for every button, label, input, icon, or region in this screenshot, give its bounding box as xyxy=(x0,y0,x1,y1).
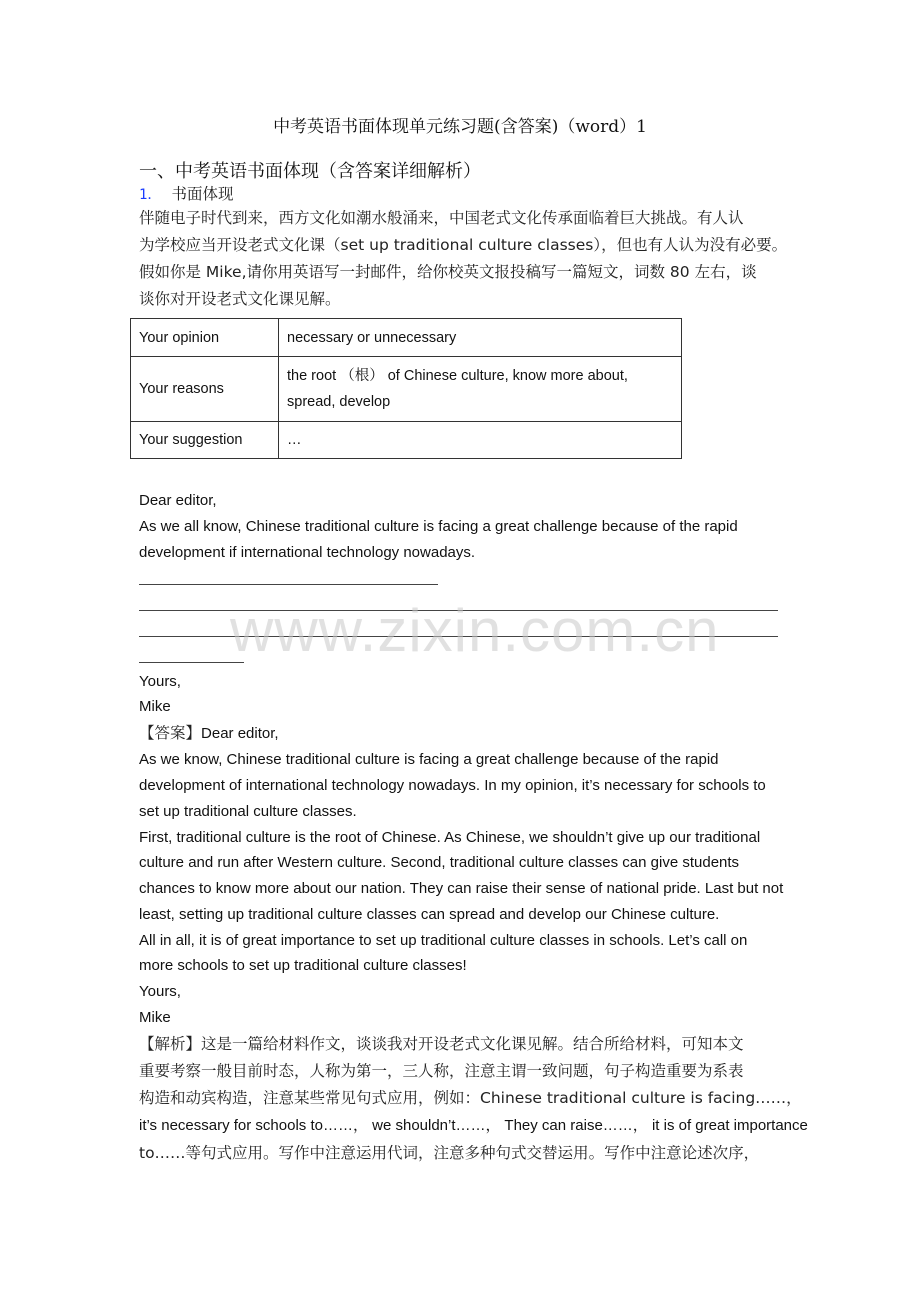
analysis-text: 这是一篇给材料作文，谈谈我对开设老式文化课见解。结合所给材料，可知本文 xyxy=(201,1035,744,1053)
question-number: 1． xyxy=(139,187,162,203)
table-value: … xyxy=(279,422,682,459)
letter-closing: Yours, xyxy=(139,673,181,690)
prompt-line: 为学校应当开设老式文化课（set up traditional culture classes），但也有人认为没有必要。 xyxy=(139,236,788,254)
table-key: Your reasons xyxy=(131,357,279,422)
answer-greeting: Dear editor, xyxy=(201,725,279,742)
prompt-line: 谈你对开设老式文化课见解。 xyxy=(139,290,341,308)
analysis-line xyxy=(139,1034,744,1054)
answer-signature: Mike xyxy=(139,1009,171,1026)
answer-line: least, setting up traditional culture classes can spread and develop our Chinese culture. xyxy=(139,906,720,923)
table-key: Your opinion xyxy=(131,319,279,357)
analysis-label: 【解析】 xyxy=(139,1035,202,1053)
analysis-line: to……等句式应用。写作中注意运用代词，注意多种句式交替运用。写作中注意论述次序， xyxy=(139,1144,760,1162)
answer-line: more schools to set up traditional culture classes! xyxy=(139,957,467,974)
letter-line: development if international technology nowadays. xyxy=(139,544,476,561)
table-row xyxy=(131,357,682,422)
answer-line: development of international technology nowadays. In my opinion, it’s necessary for schools to xyxy=(139,777,766,794)
writing-blank-line[interactable] xyxy=(139,610,778,611)
requirements-table xyxy=(130,318,682,459)
answer-header xyxy=(139,723,279,744)
writing-blank-line[interactable] xyxy=(139,636,778,637)
table-value-line: spread, develop xyxy=(287,394,391,410)
question-header xyxy=(139,182,233,204)
section-heading: 一、中考英语书面体现（含答案详细解析） xyxy=(139,161,481,182)
prompt-line: 假如你是 Mike,请你用英语写一封邮件，给你校英文报投稿写一篇短文，词数 80 左右，谈 xyxy=(139,263,757,281)
answer-line: All in all, it is of great importance to set up traditional culture classes in schools. Let’s call on xyxy=(139,932,748,949)
answer-closing: Yours, xyxy=(139,983,181,1000)
writing-blank-line[interactable] xyxy=(139,662,244,663)
letter-greeting: Dear editor, xyxy=(139,492,217,509)
answer-line: set up traditional culture classes. xyxy=(139,803,357,820)
answer-line: As we know, Chinese traditional culture is facing a great challenge because of the rapid xyxy=(139,751,719,768)
answer-line: culture and run after Western culture. Second, traditional culture classes can give students xyxy=(139,854,740,871)
analysis-line: 构造和动宾构造，注意某些常见句式应用，例如：Chinese traditional culture is facing……， xyxy=(139,1089,802,1107)
answer-line: chances to know more about our nation. They can raise their sense of national pride. Last but not xyxy=(139,880,784,897)
table-value-line: the root （根） of Chinese culture, know more about, xyxy=(287,368,628,384)
analysis-line: it’s necessary for schools to……， we shouldn’t……， They can raise……， it is of great importance xyxy=(139,1117,808,1134)
answer-label: 【答案】 xyxy=(139,724,202,742)
table-row xyxy=(131,319,682,357)
table-value xyxy=(279,357,682,422)
table-value: necessary or unnecessary xyxy=(279,319,682,357)
question-label: 书面体现 xyxy=(171,185,234,203)
prompt-line: 伴随电子时代到来，西方文化如潮水般涌来，中国老式文化传承面临着巨大挑战。有人认 xyxy=(139,209,744,227)
letter-line: As we all know, Chinese traditional culture is facing a great challenge because of the rapid xyxy=(139,518,738,535)
document-title: 中考英语书面体现单元练习题(含答案)（word）1 xyxy=(273,117,647,137)
answer-line: First, traditional culture is the root of Chinese. As Chinese, we shouldn’t give up our traditional xyxy=(139,829,761,846)
writing-blank-line[interactable] xyxy=(139,584,438,585)
table-row xyxy=(131,422,682,459)
table-key: Your suggestion xyxy=(131,422,279,459)
analysis-line: 重要考察一般目前时态，人称为第一，三人称，注意主谓一致问题，句子构造重要为系表 xyxy=(139,1062,744,1080)
letter-signature: Mike xyxy=(139,698,171,715)
watermark: www.zixin.com.cn xyxy=(230,597,720,664)
